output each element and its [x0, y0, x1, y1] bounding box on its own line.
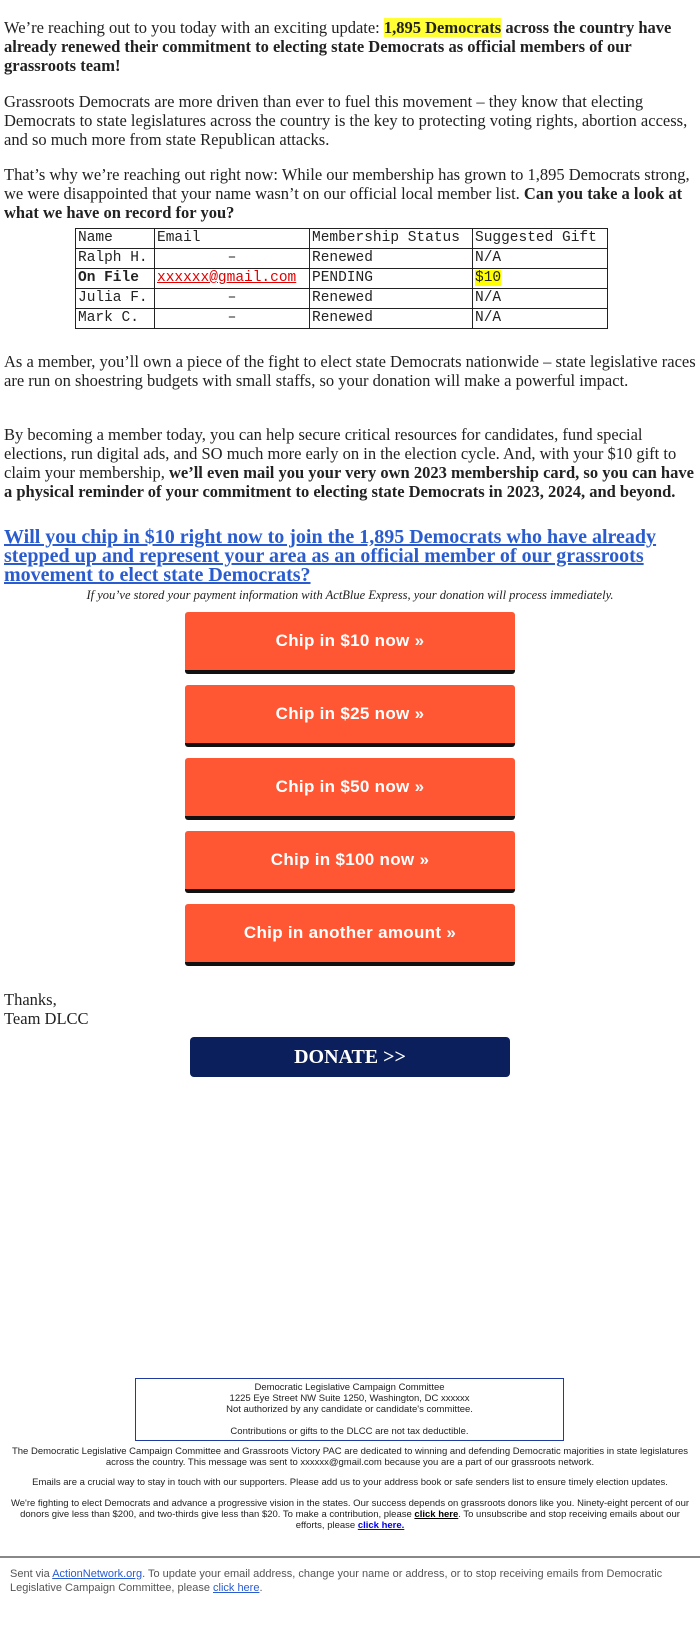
org-name: Democratic Legislative Campaign Committee: [254, 1382, 445, 1393]
cell-name: Julia F.: [76, 289, 155, 309]
header-name: Name: [76, 229, 155, 249]
update-preferences-link[interactable]: click here: [213, 1582, 260, 1594]
intro-rest: across the country have already renewed their commitment to electing state Democrats as official members of our grassroots team!: [4, 18, 672, 75]
cell-email: –: [155, 289, 310, 309]
unsubscribe-link[interactable]: click here.: [357, 1520, 405, 1531]
membership-record-table: [75, 228, 608, 329]
cell-email: –: [155, 309, 310, 329]
paragraph-3: [0, 165, 700, 222]
actionnetwork-link[interactable]: ActionNetwork.org: [52, 1568, 143, 1580]
table-row: [76, 289, 608, 309]
sent-via-middle: . To update your email address, change your name or address, or to stop receiving emails from Democratic Legislative Campaign Committee, please: [10, 1568, 663, 1594]
cell-email: –: [155, 249, 310, 269]
contribute-link[interactable]: click here: [414, 1509, 459, 1520]
header-email: Email: [155, 229, 310, 249]
actblue-note: If you’ve stored your payment information with ActBlue Express, your donation will process immediately.: [86, 588, 614, 602]
cell-gift: N/A: [473, 309, 608, 329]
chip-in-50-button[interactable]: Chip in $50 now »: [185, 758, 515, 820]
paragraph-3-bold: Can you take a look at what we have on record for you?: [4, 184, 683, 222]
chip-in-ask-link[interactable]: Will you chip in $10 right now to join the 1,895 Democrats who have already stepped up and represent your area as an official member of our grassroots movement to elect state Democrats?: [4, 526, 657, 586]
footer-contribution-text: We're fighting to elect Democrats and advance a progressive vision in the states. Our success depends on grassroots donors like you. Ninety-eight percent of our donors give less than $200, and two-thirds give less than $20. To make a contribution, please: [10, 1498, 690, 1520]
sent-via-prefix: Sent via: [10, 1568, 53, 1580]
highlight-count: 1,895 Democrats: [383, 18, 502, 37]
footer-disclaimer: The Democratic Legislative Campaign Committee and Grassroots Victory PAC are dedicated to winning and defending Democratic majorities in state legislatures across the country. This message was sent to xxxxxx@gmail.com because you are a part of our grassroots network.: [11, 1446, 689, 1468]
table-row: [76, 309, 608, 329]
paragraph-2: Grassroots Democrats are more driven than ever to fuel this movement – they know that electing Democrats to state legislatures across the country is the key to protecting voting rights, abortion access, and so much more from state Republican attacks.: [4, 92, 688, 149]
donate-button[interactable]: DONATE >>: [190, 1037, 510, 1077]
header-status: Membership Status: [310, 229, 473, 249]
table-row-on-file: [76, 269, 608, 289]
cell-gift: [473, 269, 608, 289]
chip-in-100-button[interactable]: Chip in $100 now »: [185, 831, 515, 893]
footer-safe-senders: Emails are a crucial way to stay in touch with our supporters. Please add us to your address book or safe senders list to ensure timely election updates.: [32, 1477, 668, 1488]
cell-email: [155, 269, 310, 289]
cell-name: Ralph H.: [76, 249, 155, 269]
header-gift: Suggested Gift: [473, 229, 608, 249]
signoff-thanks: Thanks,: [4, 990, 57, 1009]
tax-note: Contributions or gifts to the DLCC are not tax deductible.: [230, 1426, 469, 1437]
cell-status: Renewed: [310, 289, 473, 309]
sent-via-end: .: [259, 1582, 263, 1594]
cell-name: Mark C.: [76, 309, 155, 329]
intro-text: We’re reaching out to you today with an exciting update:: [4, 18, 384, 37]
cell-status: Renewed: [310, 249, 473, 269]
signoff-team: Team DLCC: [4, 1009, 89, 1028]
table-row: [76, 249, 608, 269]
intro-paragraph: [0, 18, 700, 75]
cell-gift: N/A: [473, 249, 608, 269]
footer-contribution: [10, 1498, 690, 1531]
paragraph-5-text: By becoming a member today, you can help secure critical resources for candidates, fund special elections, run digital ads, and SO much more early on in the election cycle. And, with your $10 gift to claim your membership,: [4, 425, 677, 482]
gift-highlight: $10: [475, 270, 502, 286]
sent-via-text: [0, 1558, 700, 1595]
table-header-row: [76, 229, 608, 249]
bottom-bar: [0, 1556, 700, 1595]
chip-in-10-button[interactable]: Chip in $10 now »: [185, 612, 515, 674]
paragraph-4: As a member, you’ll own a piece of the fight to elect state Democrats nationwide – state legislative races are run on shoestring budgets with small staffs, so your donation will make a powerful impact.: [4, 352, 696, 390]
cell-status-pending: PENDING: [310, 269, 473, 289]
authorization-note: Not authorized by any candidate or candidate's committee.: [226, 1404, 473, 1415]
cell-name: On File: [76, 269, 155, 289]
cell-status: Renewed: [310, 309, 473, 329]
paragraph-5: [0, 425, 700, 501]
email-link[interactable]: xxxxxx@gmail.com: [157, 270, 297, 286]
footer-address-box: [135, 1378, 564, 1441]
chip-in-other-amount-button[interactable]: Chip in another amount »: [185, 904, 515, 966]
org-address: 1225 Eye Street NW Suite 1250, Washington, DC xxxxxx: [229, 1393, 470, 1404]
chip-in-25-button[interactable]: Chip in $25 now »: [185, 685, 515, 747]
cell-gift: N/A: [473, 289, 608, 309]
paragraph-5-bold: we’ll even mail you your very own 2023 membership card, so you can have a physical reminder of your commitment to electing state Democrats in 2023, 2024, and beyond.: [4, 463, 694, 501]
footer-unsubscribe-text: . To unsubscribe and stop receiving emails about our efforts, please: [295, 1509, 680, 1531]
paragraph-3-text: That’s why we’re reaching out right now: While our membership has grown to 1,895 Democrats strong, we were disappointed that your name wasn’t on our official local member list.: [4, 165, 690, 203]
